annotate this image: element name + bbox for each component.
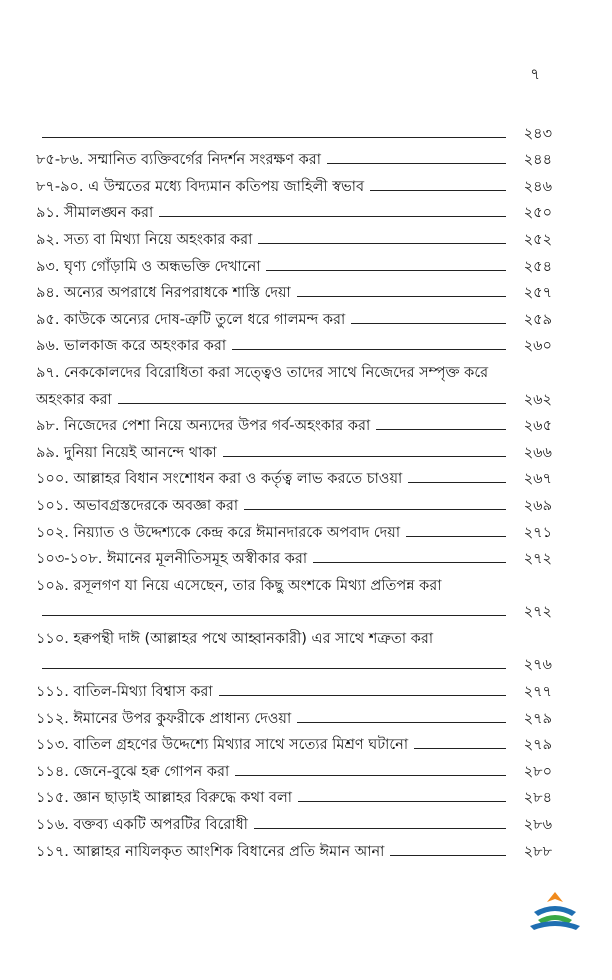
toc-entry[interactable] xyxy=(36,143,552,170)
leader-line xyxy=(351,323,506,324)
toc-entry[interactable] xyxy=(36,169,552,196)
toc-entry-title: ৯১. সীমালঙ্ঘন করা xyxy=(36,205,154,222)
toc-entry[interactable] xyxy=(36,515,552,542)
leader-line xyxy=(370,190,506,191)
toc-entry-title: ১০২. নিয়্যাত ও উদ্দেশ্যকে কেন্দ্র করে ঈমানদারকে অপবাদ দেয়া xyxy=(36,524,401,541)
leader-line xyxy=(297,296,506,297)
toc-entry-page: ২৭৯ xyxy=(523,737,552,754)
toc-entry[interactable] xyxy=(36,329,552,356)
toc-entry-page: ২৫০ xyxy=(523,205,552,222)
toc-entry-title: ৯৭. নেককোলদের বিরোধিতা করা সত্ত্বেও তাদের সাথে নিজেদের সম্পৃক্ত করে xyxy=(36,364,489,381)
leader-line xyxy=(223,456,506,457)
toc-entry-page: ২৫৯ xyxy=(523,311,552,328)
leader-line xyxy=(327,163,506,164)
toc-entry[interactable] xyxy=(36,488,552,515)
leader-line xyxy=(42,137,506,138)
toc-entry[interactable] xyxy=(36,462,552,489)
toc-entry-page: ২৮৬ xyxy=(523,817,552,834)
toc-entry-title: ১১৩. বাতিল গ্রহণের উদ্দেশ্যে মিথ্যার সাথে সত্যের মিশ্রণ ঘটানো xyxy=(36,737,409,754)
toc-entry-title: ১১৪. জেনে-বুঝে হক্ব গোপন করা xyxy=(36,763,230,780)
toc-entry-title: ১১০. হক্বপন্থী দাঈ (আল্লাহর পথে আহ্বানকারী) এর সাথে শত্রুতা করা xyxy=(36,630,434,647)
toc-entry-page: ২৮৪ xyxy=(523,790,552,807)
leader-line xyxy=(42,668,506,669)
toc-entry[interactable] xyxy=(36,542,552,569)
toc-entry[interactable] xyxy=(36,355,552,408)
toc-entry-title: ৯৬. ভালকাজ করে অহংকার করা xyxy=(36,338,227,355)
toc-entry[interactable] xyxy=(36,701,552,728)
toc-entry-title: ১১৭. আল্লাহর নাযিলকৃত আংশিক বিধানের প্রতি ঈমান আনা xyxy=(36,843,385,860)
leader-line xyxy=(297,722,506,723)
page-number: ৭ xyxy=(530,65,540,83)
toc-entry-page: ২৬৬ xyxy=(523,444,552,461)
leader-line xyxy=(298,801,506,802)
toc-entry-page: ২৬২ xyxy=(523,391,552,408)
toc-entry-page: ২৭৬ xyxy=(523,657,552,674)
leader-line xyxy=(266,270,506,271)
publisher-logo-icon xyxy=(528,890,582,934)
toc-entry[interactable] xyxy=(36,249,552,276)
toc-entry-title: ৯৪. অন্যের অপরাধে নিরপরাধকে শাস্তি দেয়া xyxy=(36,285,291,302)
toc-entry-page: ২৬৯ xyxy=(523,497,552,514)
toc-entry-title: ১১৬. বক্তব্য একটি অপরটির বিরোধী xyxy=(36,817,248,834)
toc-entry-title-continued: অহংকার করা xyxy=(36,391,112,408)
toc-entry[interactable] xyxy=(36,302,552,329)
toc-entry-title: ১০৩-১০৮. ঈমানের মূলনীতিসমূহ অস্বীকার করা xyxy=(36,551,308,568)
toc-entry[interactable] xyxy=(36,728,552,755)
leader-line xyxy=(159,216,506,217)
toc-entry[interactable] xyxy=(36,621,552,674)
leader-line xyxy=(406,536,506,537)
toc-entry-page: ২৭৭ xyxy=(523,684,552,701)
leader-line xyxy=(408,482,506,483)
toc-entry[interactable] xyxy=(36,435,552,462)
toc-entry-page: ২৭২ xyxy=(523,551,552,568)
toc-entry-page: ২৪৬ xyxy=(523,178,552,195)
toc-entry-title: ৮৫-৮৬. সম্মানিত ব্যক্তিবর্গের নিদর্শন সংরক্ষণ করা xyxy=(36,152,321,169)
toc-entry-title: ১০০. আল্লাহর বিধান সংশোধন করা ও কর্তৃত্ব লাভ করতে চাওয়া xyxy=(36,471,403,488)
toc-entry-page: ২৪৪ xyxy=(523,152,552,169)
toc-entry[interactable] xyxy=(36,834,552,861)
toc-entry-title: ৮৭-৯০. এ উম্মতের মধ্যে বিদ্যমান কতিপয় জাহিলী স্বভাব xyxy=(36,178,365,195)
toc-entry[interactable] xyxy=(36,222,552,249)
leader-line xyxy=(258,243,506,244)
toc-entry-page: ২৫৪ xyxy=(523,258,552,275)
toc-entry-title: ১১২. ঈমানের উপর কুফরীকে প্রাধান্য দেওয়া xyxy=(36,710,292,727)
toc-entry[interactable] xyxy=(36,754,552,781)
toc-entry[interactable] xyxy=(36,568,552,621)
toc-entry[interactable] xyxy=(36,409,552,436)
toc-entry-title: ১১৫. জ্ঞান ছাড়াই আল্লাহর বিরুদ্ধে কথা বলা xyxy=(36,790,292,807)
toc-entry-page: ২৬০ xyxy=(523,338,552,355)
toc-entry[interactable] xyxy=(36,674,552,701)
toc-entry-page: ২৬৫ xyxy=(523,418,552,435)
leader-line xyxy=(118,403,506,404)
leader-line xyxy=(42,615,506,616)
toc-entry-page: ২৮৮ xyxy=(523,843,552,860)
toc-entry-title: ১১১. বাতিল-মিথ্যা বিশ্বাস করা xyxy=(36,684,213,701)
toc-entry[interactable] xyxy=(36,276,552,303)
toc-entry-title: ১০৯. রসূলগণ যা নিয়ে এসেছেন, তার কিছু অংশকে মিথ্যা প্রতিপন্ন করা xyxy=(36,577,442,594)
toc-entry-page: ২৬৭ xyxy=(523,471,552,488)
toc-entry-page: ২৫২ xyxy=(523,231,552,248)
leader-line xyxy=(235,775,506,776)
toc-entry-title: ৯৩. ঘৃণ্য গোঁড়ামি ও অন্ধভক্তি দেখানো xyxy=(36,258,261,275)
toc-entry-title: ৯৫. কাউকে অন্যের দোষ-ত্রুটি তুলে ধরে গালমন্দ করা xyxy=(36,311,346,328)
toc-entry-page: ২৫৭ xyxy=(523,285,552,302)
leader-line xyxy=(219,695,506,696)
toc-entry-title: ১০১. অভাবগ্রস্তদেরকে অবজ্ঞা করা xyxy=(36,497,239,514)
leader-line xyxy=(376,429,506,430)
toc-entry[interactable] xyxy=(36,781,552,808)
leader-line xyxy=(244,509,506,510)
toc-entry-page: ২৭৯ xyxy=(523,710,552,727)
leader-line xyxy=(390,855,506,856)
toc-entry-title: ৯৮. নিজেদের পেশা নিয়ে অন্যদের উপর গর্ব-অহংকার করা xyxy=(36,418,371,435)
toc-entry-title: ৯২. সত্য বা মিথ্যা নিয়ে অহংকার করা xyxy=(36,231,253,248)
toc-entry[interactable] xyxy=(36,807,552,834)
toc-entry[interactable] xyxy=(36,116,552,143)
toc-entry[interactable] xyxy=(36,196,552,223)
toc-entry-page: ২৭২ xyxy=(523,604,552,621)
leader-line xyxy=(414,748,506,749)
table-of-contents xyxy=(36,116,552,861)
toc-entry-page: ২৮০ xyxy=(523,763,552,780)
toc-entry-title: ৯৯. দুনিয়া নিয়েই আনন্দে থাকা xyxy=(36,444,217,461)
leader-line xyxy=(254,828,506,829)
toc-entry-page: ২৭১ xyxy=(523,524,552,541)
leader-line xyxy=(313,562,506,563)
leader-line xyxy=(232,349,506,350)
toc-entry-page: ২৪৩ xyxy=(523,125,552,142)
